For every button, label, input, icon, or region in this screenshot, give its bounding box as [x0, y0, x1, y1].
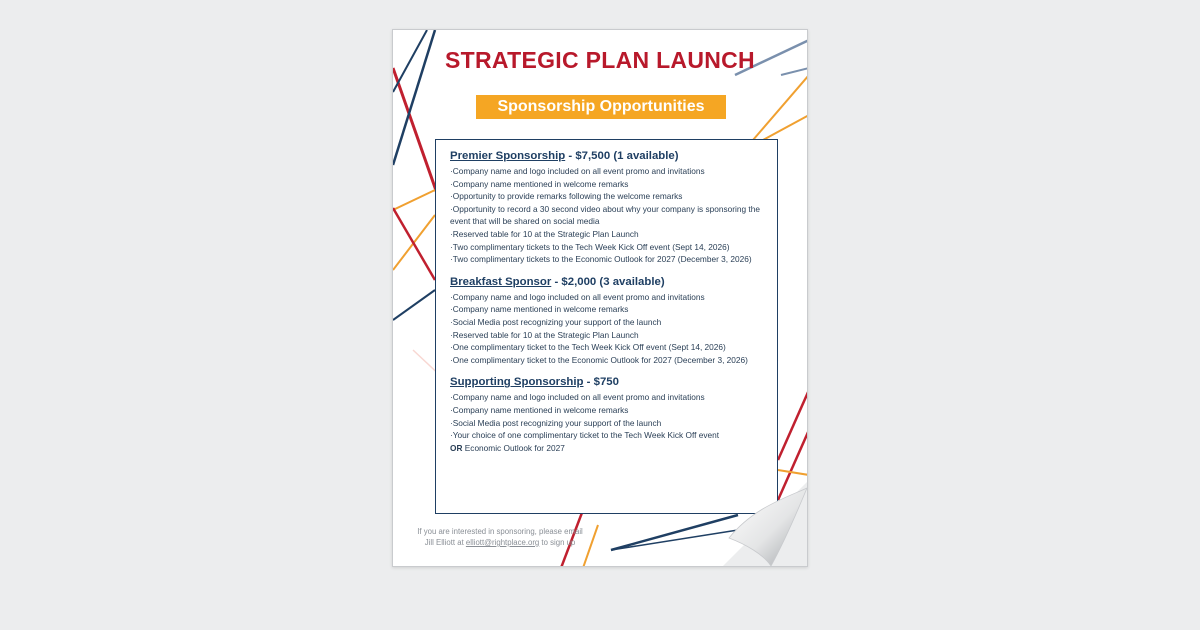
list-item: · Social Media post recognizing your support of the launch: [448, 316, 767, 329]
benefit-list: [450, 291, 767, 367]
tier-breakfast: [450, 275, 767, 367]
sponsorship-tiers-box: [435, 139, 778, 514]
list-item: · Company name and logo included on all event promo and invitations: [448, 165, 767, 178]
footer-line-2: [405, 537, 595, 548]
continuation-text: Economic Outlook for 2027: [462, 442, 565, 453]
tier-heading: [450, 275, 767, 290]
page-curl-icon: [723, 482, 807, 566]
tier-heading: [450, 149, 767, 164]
list-item: · Company name mentioned in welcome remarks: [448, 404, 767, 417]
list-item: · Company name mentioned in welcome remarks: [448, 303, 767, 316]
list-item: · Company name mentioned in welcome remarks: [448, 178, 767, 191]
list-item-continuation: [450, 442, 767, 455]
list-item: · Opportunity to record a 30 second video about why your company is sponsoring the event that will be shared on social media: [448, 203, 767, 228]
list-item: · Reserved table for 10 at the Strategic Plan Launch: [448, 329, 767, 342]
benefit-list: [450, 391, 767, 441]
sponsorship-flyer: [392, 29, 808, 567]
email-link[interactable]: elliott@rightplace.org: [465, 538, 540, 547]
list-item: · One complimentary ticket to the Economic Outlook for 2027 (December 3, 2026): [448, 354, 767, 367]
footer-prefix: Jill Elliott at: [424, 538, 466, 547]
list-item: · Opportunity to provide remarks following the welcome remarks: [448, 190, 767, 203]
benefit-list: [450, 165, 767, 266]
list-item: · Your choice of one complimentary ticket to the Tech Week Kick Off event: [448, 429, 767, 442]
contact-footer: [405, 526, 595, 548]
footer-suffix: to sign up: [539, 538, 576, 547]
footer-line-1: If you are interested in sponsoring, please email: [417, 527, 583, 536]
subtitle-banner: Sponsorship Opportunities: [476, 95, 726, 119]
tier-price: - $7,500 (1 available): [565, 150, 679, 162]
list-item: · Two complimentary tickets to the Tech Week Kick Off event (Sept 14, 2026): [448, 241, 767, 254]
flyer-title: STRATEGIC PLAN LAUNCH: [445, 47, 755, 73]
tier-price: - $2,000 (3 available): [551, 275, 665, 288]
tier-name: Premier Sponsorship: [450, 150, 566, 162]
list-item: · Two complimentary tickets to the Economic Outlook for 2027 (December 3, 2026): [448, 253, 767, 266]
list-item: · Social Media post recognizing your support of the launch: [448, 417, 767, 430]
tier-name: Breakfast Sponsor: [450, 275, 552, 288]
list-item: · One complimentary ticket to the Tech Week Kick Off event (Sept 14, 2026): [448, 341, 767, 354]
tier-supporting: [450, 375, 767, 454]
list-item: · Reserved table for 10 at the Strategic Plan Launch: [448, 228, 767, 241]
or-word: OR: [450, 442, 463, 453]
tier-name: Supporting Sponsorship: [450, 376, 584, 389]
tier-heading: [450, 375, 767, 390]
tier-premier: [450, 149, 767, 266]
list-item: · Company name and logo included on all event promo and invitations: [448, 291, 767, 304]
list-item: · Company name and logo included on all event promo and invitations: [448, 391, 767, 404]
tier-price: - $750: [583, 376, 619, 389]
